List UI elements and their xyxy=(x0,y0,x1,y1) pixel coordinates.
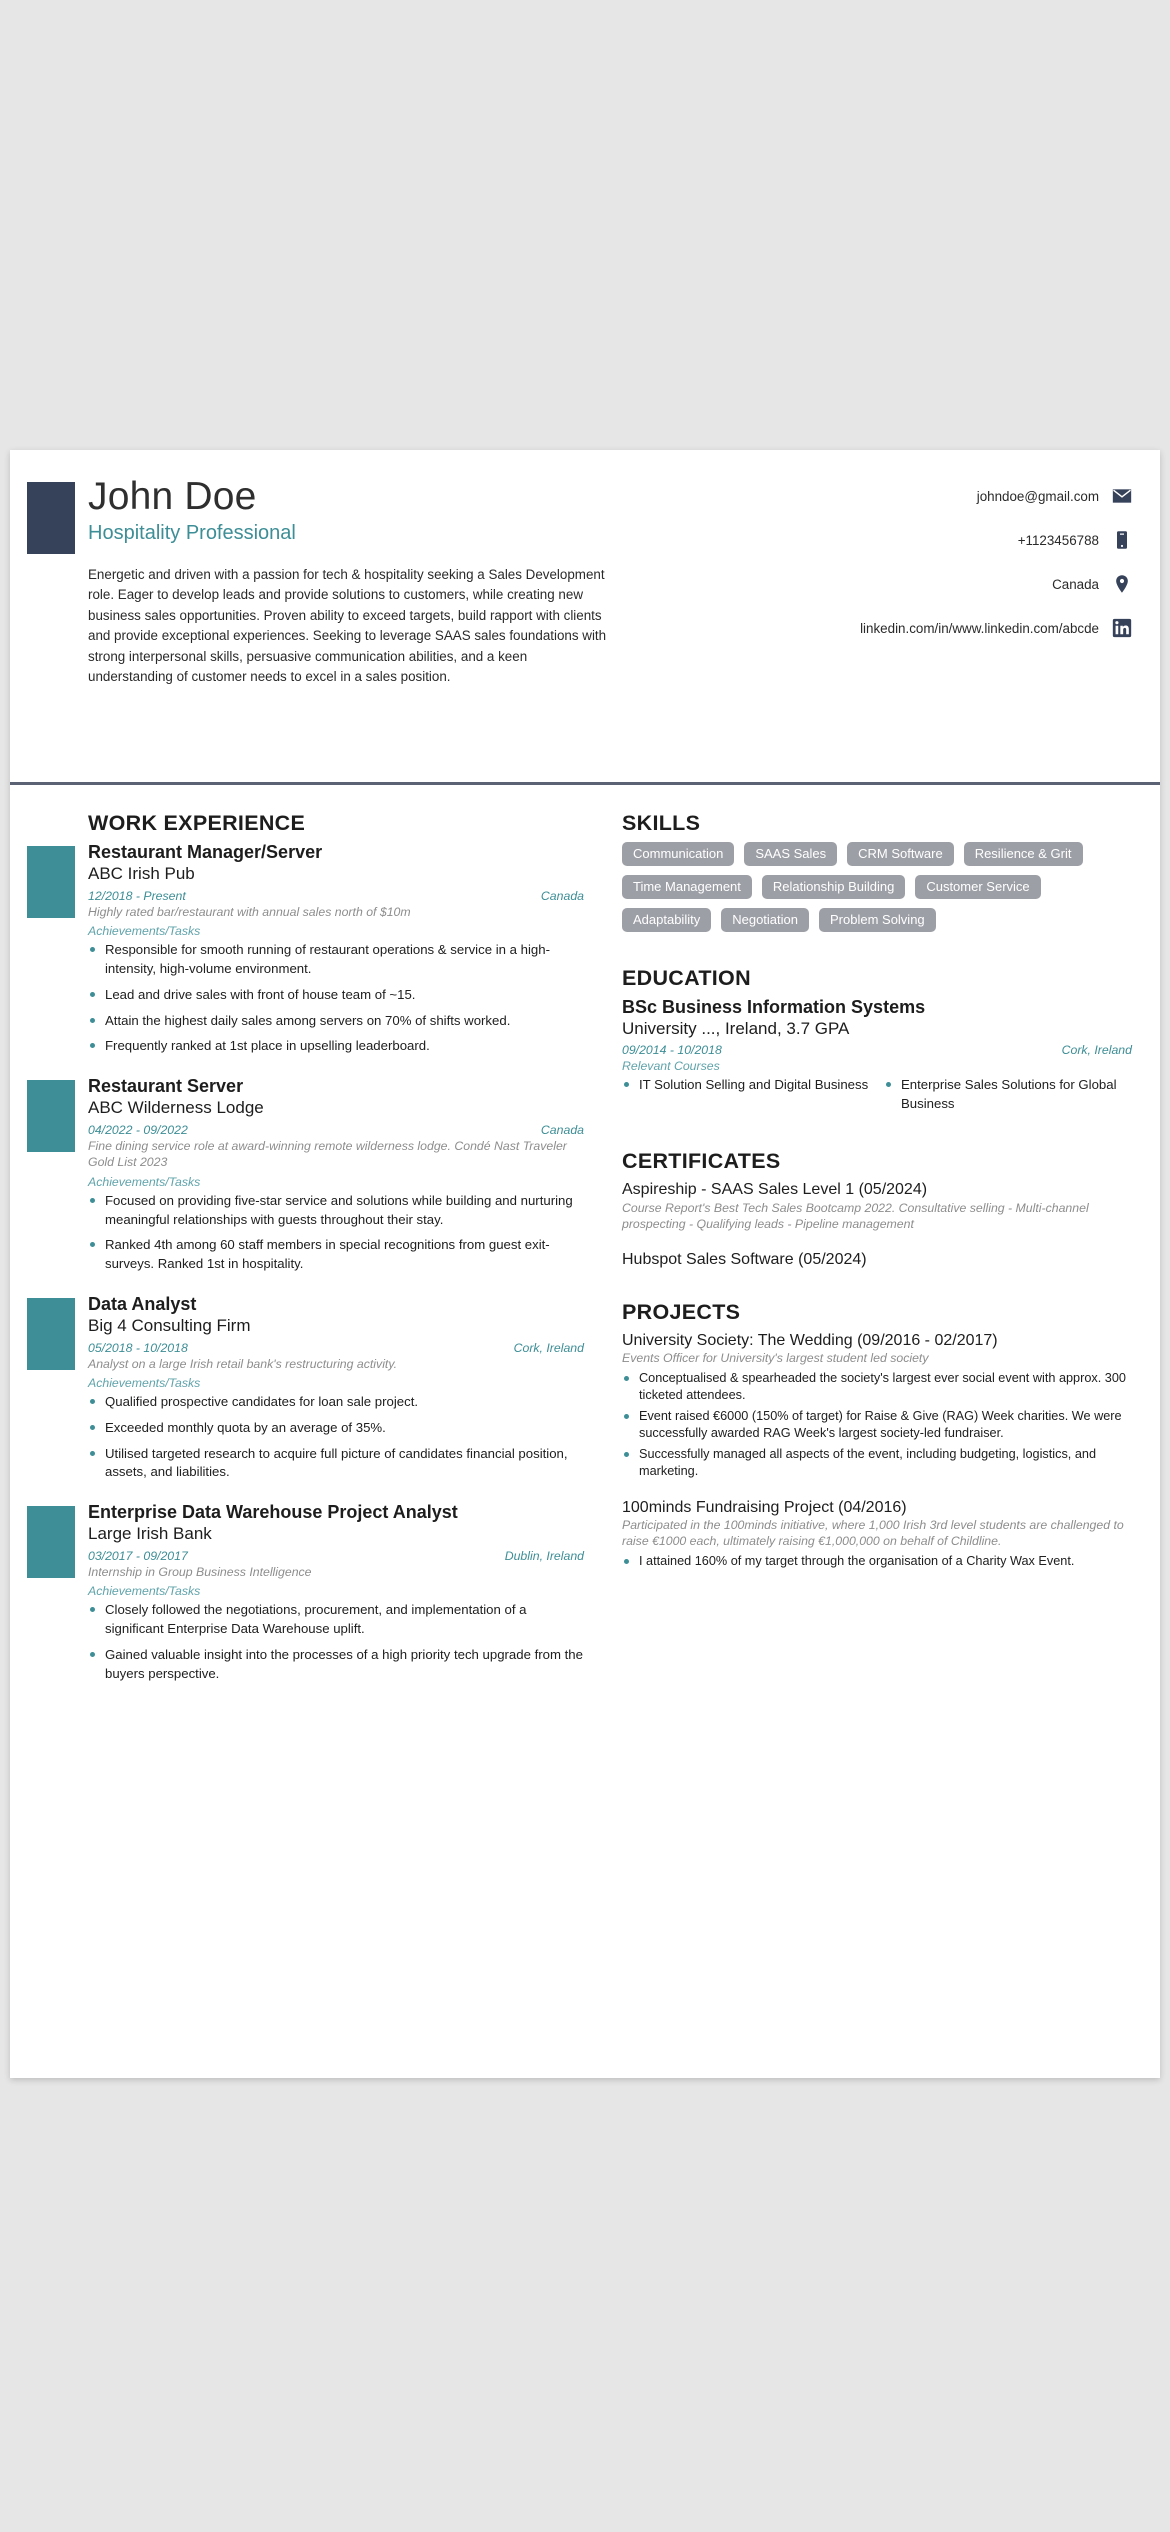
work-experience-item xyxy=(10,842,584,1056)
skill-chip: Resilience & Grit xyxy=(964,842,1083,866)
work-experience-item xyxy=(10,1294,584,1482)
location-pin-icon xyxy=(1112,574,1132,594)
resume-header xyxy=(10,450,1160,782)
job-dates: 03/2017 - 09/2017 xyxy=(88,1548,188,1563)
education-dates: 09/2014 - 10/2018 xyxy=(622,1043,722,1058)
list-item: Frequently ranked at 1st place in upselling leaderboard. xyxy=(88,1037,584,1056)
list-item: Ranked 4th among 60 staff members in special recognitions from guest exit-surveys. Ranked 1st in hospitality. xyxy=(88,1236,584,1273)
skill-chip: Negotiation xyxy=(721,908,809,932)
certificate-name: Aspireship - SAAS Sales Level 1 (05/2024) xyxy=(622,1180,928,1198)
skill-chip: Adaptability xyxy=(622,908,711,932)
contact-item-email[interactable] xyxy=(662,486,1132,506)
job-description: Fine dining service role at award-winning remote wilderness lodge. Condé Nast Traveler Gold List 2023 xyxy=(88,1138,567,1170)
project-bullets xyxy=(622,1553,1132,1570)
mobile-phone-icon xyxy=(1112,530,1132,550)
envelope-icon xyxy=(1112,486,1132,506)
job-dates: 05/2018 - 10/2018 xyxy=(88,1340,188,1355)
header-accent-block xyxy=(27,482,75,554)
education-location: Cork, Ireland xyxy=(1061,1043,1132,1058)
list-item: Successfully managed all aspects of the event, including budgeting, logistics, and marketing. xyxy=(622,1446,1132,1480)
profile-summary: Energetic and driven with a passion for tech & hospitality seeking a Sales Development role. Eager to develop leads and provide solutions to customers, while creating new business sales opportunities. Proven ability to exceed targets, build rapport with clients and provide exceptional experiences. Seeking to leverage SAAS sales foundations with strong interpersonal skills, persuasive communication abilities, and a keen understanding of customer needs to excel in a sales position. xyxy=(88,567,607,684)
job-description: Internship in Group Business Intelligence xyxy=(88,1564,312,1579)
skill-chip: Relationship Building xyxy=(762,875,905,899)
job-achievements-label: Achievements/Tasks xyxy=(88,1376,201,1391)
contact-item-phone[interactable] xyxy=(662,530,1132,550)
contact-phone-value: +1123456788 xyxy=(1017,532,1099,548)
job-title: Enterprise Data Warehouse Project Analyst xyxy=(88,1502,458,1523)
skill-chip: Time Management xyxy=(622,875,752,899)
skill-chip: SAAS Sales xyxy=(744,842,837,866)
certificate-item xyxy=(622,1180,1132,1233)
job-achievements-label: Achievements/Tasks xyxy=(88,1584,201,1599)
list-item: Utilised targeted research to acquire full picture of candidates financial position, assets, and liabilities. xyxy=(88,1445,584,1482)
list-item: Exceeded monthly quota by an average of 35%. xyxy=(88,1419,584,1438)
section-heading-skills: SKILLS xyxy=(622,811,701,835)
linkedin-icon xyxy=(1112,618,1132,638)
job-bullets xyxy=(88,1393,584,1482)
contact-location-value: Canada xyxy=(1052,576,1099,592)
job-accent-block xyxy=(27,1506,75,1578)
project-name: 100minds Fundraising Project (04/2016) xyxy=(622,1498,907,1516)
job-meta xyxy=(88,1123,584,1137)
job-title: Restaurant Manager/Server xyxy=(88,842,323,862)
job-bullets xyxy=(88,1192,584,1274)
job-meta xyxy=(88,1549,584,1563)
list-item: Focused on providing five-star service and solutions while building and nurturing meaningful relationships with guests throughout their stay. xyxy=(88,1192,584,1229)
professional-title: Hospitality Professional xyxy=(88,522,296,545)
skill-chip: Communication xyxy=(622,842,734,866)
left-column xyxy=(10,785,608,2078)
skills-list xyxy=(622,842,1132,932)
list-item: I attained 160% of my target through the organisation of a Charity Wax Event. xyxy=(622,1553,1132,1570)
education-degree: BSc Business Information Systems xyxy=(622,997,926,1017)
list-item: IT Solution Selling and Digital Business xyxy=(622,1076,870,1095)
job-achievements-label: Achievements/Tasks xyxy=(88,924,201,939)
list-item: Closely followed the negotiations, procurement, and implementation of a significant Enterprise Data Warehouse uplift. xyxy=(88,1601,584,1638)
job-organization: ABC Irish Pub xyxy=(88,863,195,883)
job-organization: Large Irish Bank xyxy=(88,1523,212,1543)
job-location: Canada xyxy=(540,888,584,903)
job-organization: ABC Wilderness Lodge xyxy=(88,1097,264,1117)
page-title: John Doe xyxy=(88,475,257,518)
list-item: Enterprise Sales Solutions for Global Business xyxy=(884,1076,1132,1113)
list-item: Lead and drive sales with front of house team of ~15. xyxy=(88,986,584,1005)
contact-email-value: johndoe@gmail.com xyxy=(976,488,1099,504)
list-item: Attain the highest daily sales among servers on 70% of shifts worked. xyxy=(88,1012,584,1031)
relevant-courses-list xyxy=(622,1076,1132,1116)
job-dates: 04/2022 - 09/2022 xyxy=(88,1122,188,1137)
work-experience-item xyxy=(10,1502,584,1683)
job-accent-block xyxy=(27,1080,75,1152)
education-institution: University ..., Ireland, 3.7 GPA xyxy=(622,1019,850,1039)
project-item xyxy=(622,1331,1132,1480)
contact-item-linkedin[interactable] xyxy=(662,618,1132,638)
section-heading-certificates: CERTIFICATES xyxy=(622,1148,781,1173)
right-column xyxy=(608,785,1160,2078)
certificate-item xyxy=(622,1250,1132,1269)
contact-linkedin-value: linkedin.com/in/www.linkedin.com/abcde xyxy=(860,620,1099,636)
job-meta xyxy=(88,889,584,903)
section-heading-education: EDUCATION xyxy=(622,966,751,990)
job-organization: Big 4 Consulting Firm xyxy=(88,1315,251,1335)
contact-list xyxy=(662,486,1132,662)
skill-chip: Problem Solving xyxy=(819,908,936,932)
list-item: Gained valuable insight into the processes of a high priority tech upgrade from the buyers perspective. xyxy=(88,1646,584,1683)
relevant-courses-label: Relevant Courses xyxy=(622,1059,720,1074)
skill-chip: Customer Service xyxy=(915,875,1040,899)
project-bullets xyxy=(622,1370,1132,1479)
list-item: Conceptualised & spearheaded the society's largest ever social event with approx. 300 ticketed attendees. xyxy=(622,1370,1132,1404)
list-item: Responsible for smooth running of restaurant operations & service in a high-intensity, high-volume environment. xyxy=(88,941,584,978)
resume-body xyxy=(10,785,1160,2078)
project-name: University Society: The Wedding (09/2016 - 02/2017) xyxy=(622,1332,998,1350)
certificate-description: Course Report's Best Tech Sales Bootcamp 2022. Consultative selling - Multi-channel prospecting - Qualifying leads - Pipeline management xyxy=(622,1200,1089,1231)
job-bullets xyxy=(88,941,584,1056)
project-description: Events Officer for University's largest student led society xyxy=(622,1351,929,1366)
job-title: Restaurant Server xyxy=(88,1076,244,1097)
project-item xyxy=(622,1498,1132,1570)
list-item: Qualified prospective candidates for loan sale project. xyxy=(88,1393,584,1412)
job-title: Data Analyst xyxy=(88,1293,197,1314)
education-meta xyxy=(622,1043,1132,1057)
contact-item-location[interactable] xyxy=(662,574,1132,594)
job-location: Canada xyxy=(540,1122,584,1137)
job-location: Dublin, Ireland xyxy=(504,1548,584,1563)
project-description: Participated in the 100minds initiative, where 1,000 Irish 3rd level students are challenged to raise €1000 each, ultimately raising €1,000,000 on behalf of Childline. xyxy=(622,1517,1124,1548)
work-experience-item xyxy=(10,1076,584,1274)
job-achievements-label: Achievements/Tasks xyxy=(88,1174,201,1189)
job-description: Analyst on a large Irish retail bank's restructuring activity. xyxy=(88,1356,397,1371)
education-item xyxy=(622,997,1132,1117)
certificate-name: Hubspot Sales Software (05/2024) xyxy=(622,1250,867,1268)
section-heading-work-experience: WORK EXPERIENCE xyxy=(88,811,306,835)
job-description: Highly rated bar/restaurant with annual sales north of $10m xyxy=(88,904,411,919)
job-dates: 12/2018 - Present xyxy=(88,888,186,903)
job-bullets xyxy=(88,1601,584,1683)
job-accent-block xyxy=(27,1298,75,1370)
section-heading-projects: PROJECTS xyxy=(622,1300,741,1325)
skill-chip: CRM Software xyxy=(847,842,954,866)
resume-page xyxy=(10,450,1160,2078)
job-location: Cork, Ireland xyxy=(513,1340,584,1355)
job-meta xyxy=(88,1341,584,1355)
header-identity xyxy=(88,476,628,687)
job-accent-block xyxy=(27,846,75,918)
list-item: Event raised €6000 (150% of target) for Raise & Give (RAG) Week charities. We were successfully awarded RAG Week's largest society-led fundraiser. xyxy=(622,1408,1132,1442)
